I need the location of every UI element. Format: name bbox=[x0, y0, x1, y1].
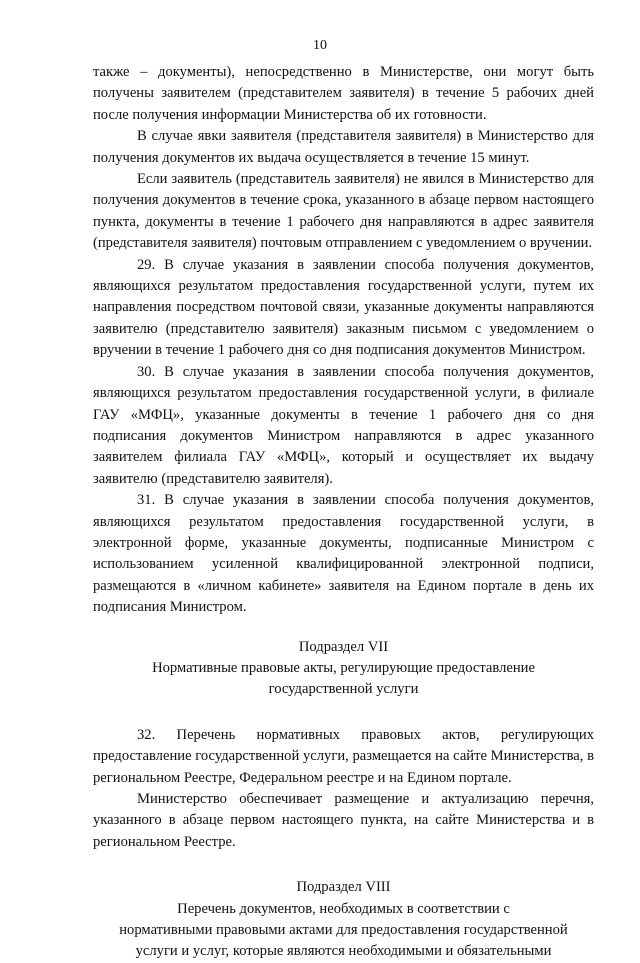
paragraph-29: 29. В случае указания в заявлении способа получения документов, являющихся результатом предоставления государственной услуги, путем их направления посредством почтовой связи, указанные документы направляются заявителю (представителю заявителя) заказным письмом с уведомлением о вручении в течение 1 рабочего дня со дня подписания документов Министром. bbox=[93, 256, 594, 359]
subsection-8-title-line3: услуги и услуг, которые являются необходимыми и обязательными bbox=[135, 943, 552, 960]
subsection-7-title-line2: государственной услуги bbox=[268, 681, 419, 698]
page-number: 10 bbox=[313, 38, 327, 53]
paragraph-continuation: также – документы), непосредственно в Министерстве, они могут быть получены заявителем (представителем заявителя) в течение 5 рабочих дней после получения информации Министерства об их готовности. bbox=[93, 64, 594, 123]
paragraph-30: 30. В случае указания в заявлении способа получения документов, являющихся результатом предоставления государственной услуги, в филиале ГАУ «МФЦ», указанные документы в течение 1 рабочего дня со дня подписания документов Министром направляются в адрес указанного заявителем филиала ГАУ «МФЦ», который и осуществляет их выдачу заявителю (представителю заявителя). bbox=[93, 363, 594, 487]
paragraph-ministry-list: Министерство обеспечивает размещение и актуализацию перечня, указанного в абзаце первом настоящего пункта, на сайте Министерства и в региональном Реестре. bbox=[93, 791, 594, 850]
subsection-7-label: Подраздел VII bbox=[298, 638, 389, 655]
subsection-8-label: Подраздел VIII bbox=[296, 879, 391, 896]
paragraph-32: 32. Перечень нормативных правовых актов, регулирующих предоставление государственной услуги, размещается на сайте Министерства, в региональном Реестре, Федеральном реестре и на Едином портале. bbox=[93, 726, 594, 786]
subsection-8-title-line2: нормативными правовыми актами для предоставления государственной bbox=[119, 922, 568, 939]
subsection-7-title-line1: Нормативные правовые акты, регулирующие предоставление bbox=[152, 659, 535, 676]
paragraph-31: 31. В случае указания в заявлении способа получения документов, являющихся результатом предоставления государственной услуги, в электронной форме, указанные документы, подписанные Министром с использованием усиленной квалифицированной электронной подписи, размещаются в «личном кабинете» заявителя на Едином портале в день их подписания Министром. bbox=[93, 492, 594, 616]
subsection-8-title-line1: Перечень документов, необходимых в соответствии с bbox=[177, 900, 510, 917]
paragraph-appearance: В случае явки заявителя (представителя заявителя) в Министерство для получения документов их выдача осуществляется в течение 15 минут. bbox=[93, 128, 594, 166]
paragraph-nonappearance: Если заявитель (представитель заявителя) не явился в Министерство для получения документов в течение срока, указанного в абзаце первом настоящего пункта, документы в течение 1 рабочего дня направляются в адрес заявителя (представителя заявителя) почтовым отправлением с уведомлением о вручении. bbox=[93, 171, 594, 252]
document-body bbox=[93, 62, 594, 963]
